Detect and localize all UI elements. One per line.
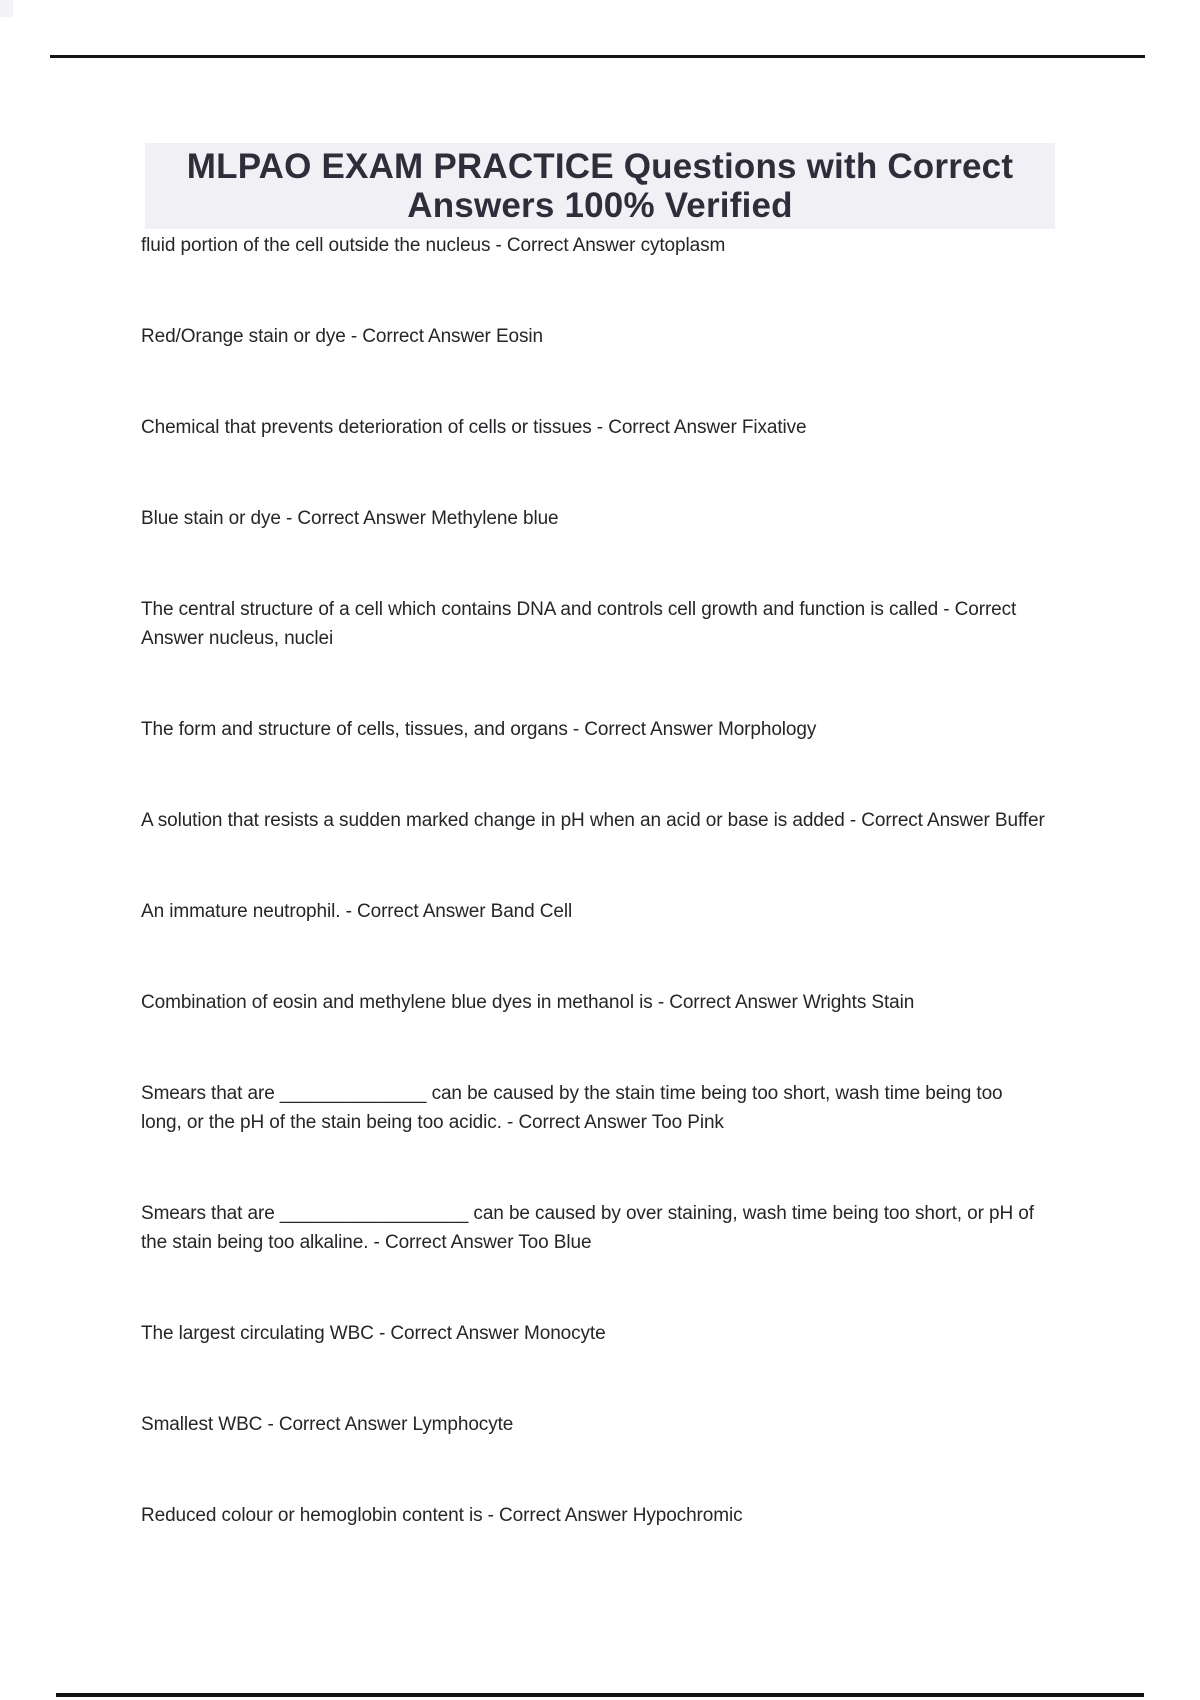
qa-item: Red/Orange stain or dye - Correct Answer Eosin [141,326,543,347]
qa-item: Combination of eosin and methylene blue dyes in methanol is - Correct Answer Wrights Stain [141,992,915,1013]
qa-item: fluid portion of the cell outside the nucleus - Correct Answer cytoplasm [141,235,726,256]
qa-item: The central structure of a cell which contains DNA and controls cell growth and function is called - Correct Answer nucleus, nuclei [141,599,1017,649]
qa-list [141,229,1047,1592]
corner-smudge [0,0,13,17]
qa-item: An immature neutrophil. - Correct Answer Band Cell [141,901,573,922]
qa-item: Reduced colour or hemoglobin content is - Correct Answer Hypochromic [141,1505,743,1526]
page-title: MLPAO EXAM PRACTICE Questions with Correct Answers 100% Verified [145,143,1055,229]
qa-item: Smears that are ______________ can be caused by the stain time being too short, wash time being too long, or the pH of the stain being too acidic. - Correct Answer Too Pink [141,1083,1003,1133]
top-divider [50,55,1145,58]
qa-item: The largest circulating WBC - Correct Answer Monocyte [141,1323,606,1344]
qa-item: Chemical that prevents deterioration of cells or tissues - Correct Answer Fixative [141,417,807,438]
qa-item: Smallest WBC - Correct Answer Lymphocyte [141,1414,514,1435]
qa-item: A solution that resists a sudden marked change in pH when an acid or base is added - Correct Answer Buffer [141,810,1045,831]
qa-item: Blue stain or dye - Correct Answer Methylene blue [141,508,559,529]
bottom-divider [56,1693,1144,1697]
qa-item: The form and structure of cells, tissues, and organs - Correct Answer Morphology [141,719,817,740]
qa-item: Smears that are __________________ can be caused by over staining, wash time being too short, or pH of the stain being too alkaline. - Correct Answer Too Blue [141,1203,1034,1253]
